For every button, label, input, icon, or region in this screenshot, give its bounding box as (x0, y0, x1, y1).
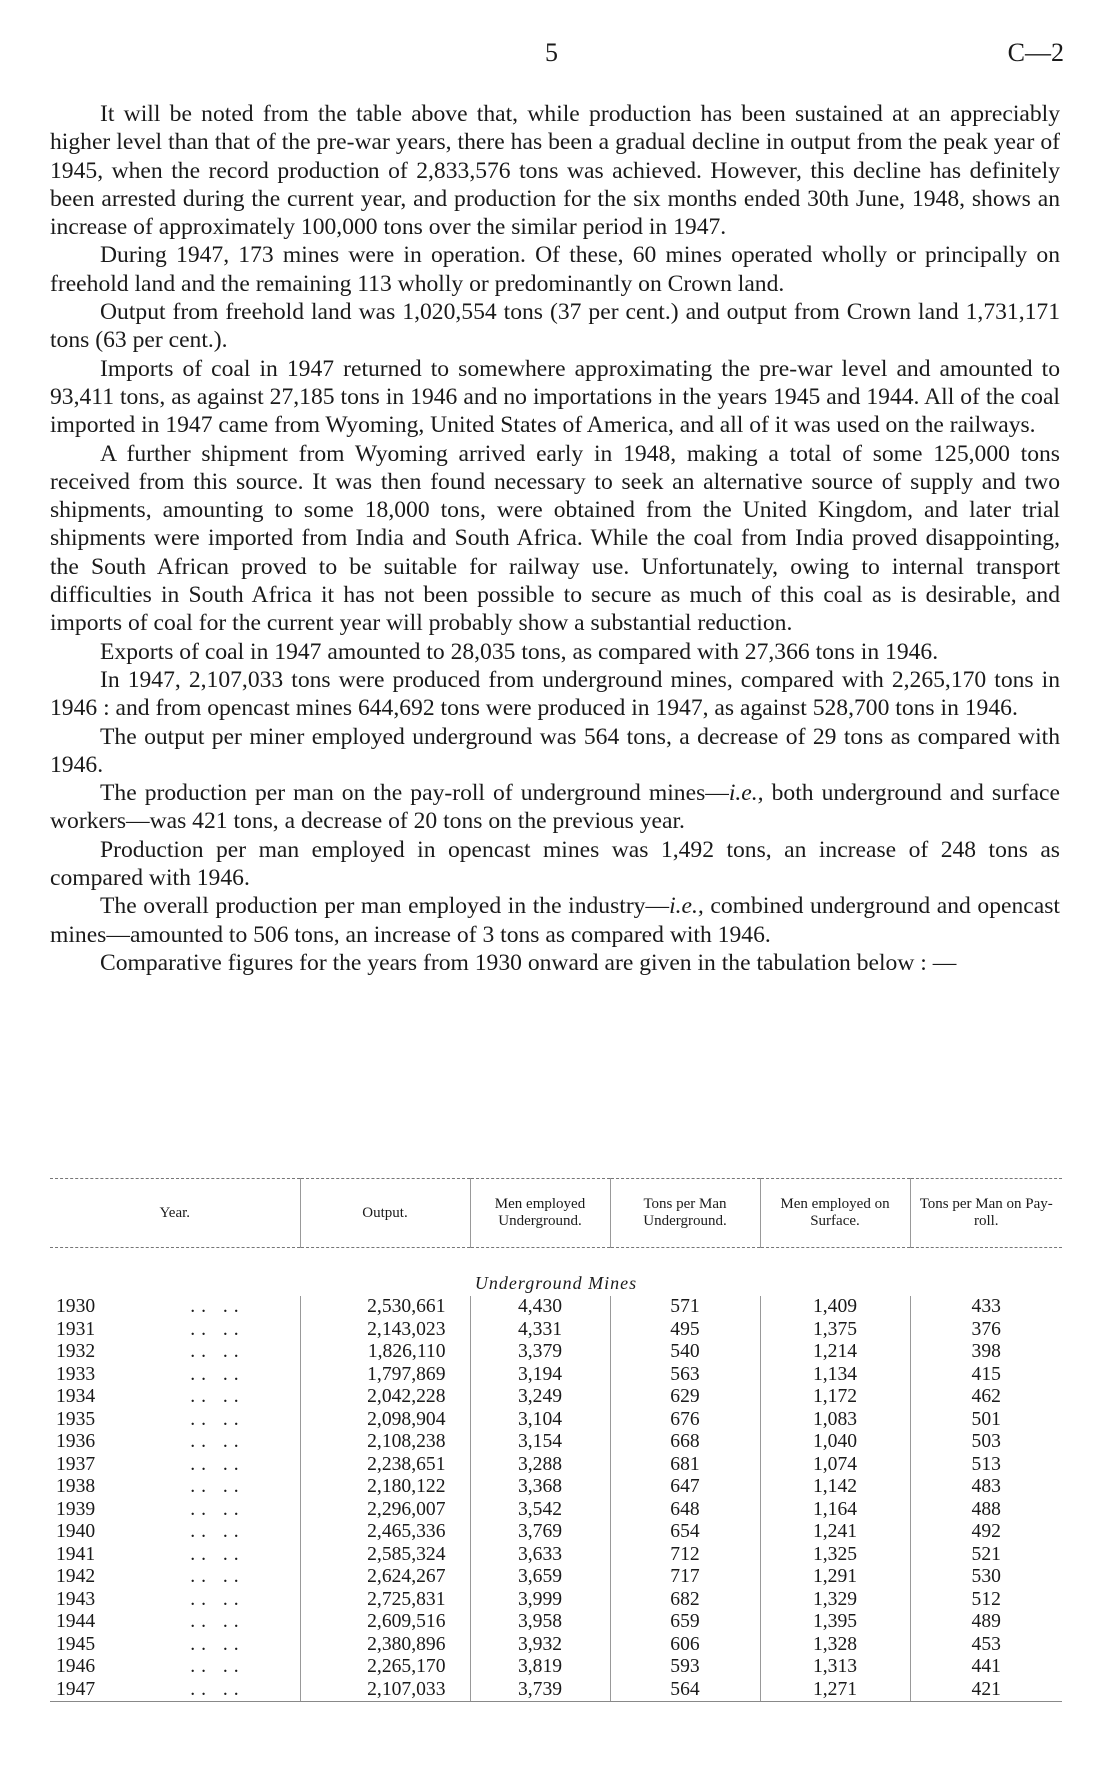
cell-tons-per-man-payroll: 513 (910, 1454, 1062, 1477)
cell-year (50, 1679, 300, 1702)
leader-dots: .. .. (190, 1363, 245, 1385)
paragraph-freehold-crown-output: Output from freehold land was 1,020,554 tons (37 per cent.) and output from Crown land 1,731,171 tons (63 per cent.). (50, 299, 1060, 354)
cell-men-underground: 4,430 (470, 1296, 610, 1319)
year-value: 1943 (56, 1588, 96, 1610)
cell-men-underground: 3,249 (470, 1386, 610, 1409)
cell-tons-per-man-payroll: 462 (910, 1386, 1062, 1409)
cell-output: 2,238,651 (300, 1454, 470, 1477)
table-row (50, 1521, 1062, 1544)
cell-men-underground: 3,659 (470, 1566, 610, 1589)
paragraph-wyoming-shipment: A further shipment from Wyoming arrived early in 1948, making a total of some 125,000 tons received from this source. It was then found necessary to seek an alternative source of supply and two shipments, amounting to some 18,000 tons, were obtained from the United Kingdom, and later trial shipments were imported from India and South Africa. While the coal from India proved disappointing, the South African proved to be suitable for railway use. Unfortunately, owing to internal transport difficulties in South Africa it has not been possible to secure as much of this coal as is desirable, and imports of coal for the current year will probably show a substantial reduction. (50, 440, 1060, 637)
year-value: 1944 (56, 1611, 96, 1632)
paragraph-underground-opencast: In 1947, 2,107,033 tons were produced from underground mines, compared with 2,265,170 tons in 1946 : and from opencast mines 644,692 tons were produced in 1947, as against 528,700 tons in 1946. (50, 666, 1060, 722)
cell-year (50, 1386, 300, 1409)
cell-output: 1,826,110 (300, 1341, 470, 1364)
leader-dots: .. .. (190, 1543, 245, 1565)
table-row (50, 1319, 1062, 1342)
cell-year (50, 1431, 300, 1454)
table-row (50, 1656, 1062, 1679)
cell-men-underground: 3,104 (470, 1409, 610, 1432)
cell-tons-per-man-payroll: 421 (910, 1679, 1062, 1702)
cell-men-underground: 3,379 (470, 1341, 610, 1364)
cell-tons-per-man-payroll: 501 (910, 1409, 1062, 1432)
table-row (50, 1611, 1062, 1634)
cell-year (50, 1521, 300, 1544)
header-men-surface: Men employed on Surface. (760, 1179, 910, 1248)
text-segment: combined underground and opencast mines—amounted to 506 tons, an increase of 3 tons as compared with 1946. (50, 893, 1060, 948)
cell-men-surface: 1,328 (760, 1634, 910, 1657)
page-reference: C—2 (1007, 38, 1064, 67)
cell-men-surface: 1,142 (760, 1476, 910, 1499)
cell-output: 2,143,023 (300, 1319, 470, 1342)
cell-men-surface: 1,325 (760, 1544, 910, 1567)
cell-tons-per-man-payroll: 483 (910, 1476, 1062, 1499)
cell-men-surface: 1,329 (760, 1589, 910, 1612)
cell-tons-per-man-payroll: 441 (910, 1656, 1062, 1679)
cell-men-underground: 3,932 (470, 1634, 610, 1657)
cell-output: 1,797,869 (300, 1364, 470, 1387)
cell-tons-per-man-underground: 648 (610, 1499, 760, 1522)
year-value: 1946 (56, 1656, 96, 1677)
table-row (50, 1409, 1062, 1432)
cell-output: 2,107,033 (300, 1679, 470, 1702)
comparative-figures-table (50, 1178, 1062, 1702)
cell-output: 2,098,904 (300, 1409, 470, 1432)
cell-tons-per-man-payroll: 489 (910, 1611, 1062, 1634)
paragraph-production-per-man-payroll (50, 779, 1060, 836)
table-header-row (50, 1179, 1062, 1248)
cell-tons-per-man-underground: 593 (610, 1656, 760, 1679)
leader-dots: .. .. (190, 1678, 245, 1700)
leader-dots: .. .. (190, 1656, 245, 1677)
cell-tons-per-man-payroll: 521 (910, 1544, 1062, 1567)
table-row (50, 1476, 1062, 1499)
cell-output: 2,585,324 (300, 1544, 470, 1567)
cell-men-underground: 3,958 (470, 1611, 610, 1634)
section-row (50, 1248, 1062, 1297)
cell-men-underground: 3,769 (470, 1521, 610, 1544)
table-row (50, 1499, 1062, 1522)
cell-year (50, 1566, 300, 1589)
cell-year (50, 1499, 300, 1522)
cell-output: 2,609,516 (300, 1611, 470, 1634)
cell-tons-per-man-payroll: 433 (910, 1296, 1062, 1319)
cell-output: 2,180,122 (300, 1476, 470, 1499)
year-value: 1933 (56, 1363, 96, 1385)
table-row (50, 1386, 1062, 1409)
cell-year (50, 1634, 300, 1657)
year-value: 1947 (56, 1678, 96, 1700)
cell-tons-per-man-underground: 681 (610, 1454, 760, 1477)
year-value: 1935 (56, 1408, 96, 1430)
cell-tons-per-man-underground: 629 (610, 1386, 760, 1409)
year-value: 1940 (56, 1521, 96, 1542)
cell-tons-per-man-payroll: 492 (910, 1521, 1062, 1544)
cell-tons-per-man-payroll: 376 (910, 1319, 1062, 1342)
cell-tons-per-man-underground: 682 (610, 1589, 760, 1612)
cell-tons-per-man-payroll: 530 (910, 1566, 1062, 1589)
year-value: 1931 (56, 1318, 96, 1340)
cell-year (50, 1296, 300, 1319)
cell-men-surface: 1,040 (760, 1431, 910, 1454)
cell-year (50, 1364, 300, 1387)
cell-men-surface: 1,375 (760, 1319, 910, 1342)
header-tons-per-man-underground: Tons per Man Underground. (610, 1179, 760, 1248)
cell-tons-per-man-underground: 659 (610, 1611, 760, 1634)
cell-tons-per-man-payroll: 398 (910, 1341, 1062, 1364)
year-value: 1937 (56, 1453, 96, 1475)
paragraph-output-trend: It will be noted from the table above that, while production has been sustained at an appreciably higher level than that of the pre-war years, there has been a gradual decline in output from the peak year of 1945, when the record production of 2,833,576 tons was achieved. However, this decline has definitely been arrested during the current year, and production for the six months ended 30th June, 1948, shows an increase of approximately 100,000 tons over the similar period in 1947. (50, 101, 1060, 241)
cell-year (50, 1341, 300, 1364)
cell-output: 2,265,170 (300, 1656, 470, 1679)
table-row (50, 1589, 1062, 1612)
cell-tons-per-man-underground: 540 (610, 1341, 760, 1364)
cell-men-surface: 1,172 (760, 1386, 910, 1409)
cell-men-underground: 3,739 (470, 1679, 610, 1702)
table-row (50, 1454, 1062, 1477)
paragraph-imports-1947: Imports of coal in 1947 returned to somewhere approximating the pre-war level and amounted to 93,411 tons, as against 27,185 tons in 1946 and no importations in the years 1945 and 1944. All of the coal imported in 1947 came from Wyoming, United States of America, and all of it was used on the railways. (50, 355, 1060, 439)
cell-men-underground: 3,368 (470, 1476, 610, 1499)
cell-year (50, 1409, 300, 1432)
cell-output: 2,624,267 (300, 1566, 470, 1589)
leader-dots: .. .. (190, 1476, 245, 1497)
leader-dots: .. .. (190, 1611, 245, 1632)
table-row (50, 1431, 1062, 1454)
cell-tons-per-man-underground: 712 (610, 1544, 760, 1567)
cell-output: 2,725,831 (300, 1589, 470, 1612)
leader-dots: .. .. (190, 1341, 245, 1362)
cell-men-surface: 1,395 (760, 1611, 910, 1634)
cell-tons-per-man-underground: 564 (610, 1679, 760, 1702)
year-value: 1945 (56, 1633, 96, 1655)
cell-tons-per-man-underground: 717 (610, 1566, 760, 1589)
cell-men-underground: 3,819 (470, 1656, 610, 1679)
leader-dots: .. .. (190, 1408, 245, 1430)
table-row (50, 1296, 1062, 1319)
text-segment: The production per man on the pay-roll of underground mines— (100, 780, 729, 807)
year-value: 1934 (56, 1386, 96, 1407)
leader-dots: .. .. (190, 1431, 245, 1452)
italic-ie: i.e., (669, 893, 704, 920)
cell-men-underground: 3,154 (470, 1431, 610, 1454)
cell-year (50, 1611, 300, 1634)
cell-men-surface: 1,313 (760, 1656, 910, 1679)
cell-year (50, 1454, 300, 1477)
cell-men-underground: 3,542 (470, 1499, 610, 1522)
leader-dots: .. .. (190, 1386, 245, 1407)
leader-dots: .. .. (190, 1296, 245, 1317)
cell-men-underground: 3,288 (470, 1454, 610, 1477)
cell-output: 2,042,228 (300, 1386, 470, 1409)
cell-tons-per-man-payroll: 415 (910, 1364, 1062, 1387)
text-segment: both underground and surface workers—was 421 tons, a decrease of 20 tons on the previous year. (50, 780, 1060, 835)
table-row (50, 1679, 1062, 1702)
cell-men-surface: 1,409 (760, 1296, 910, 1319)
comparative-figures-table-wrap (50, 1178, 1062, 1702)
leader-dots: .. .. (190, 1521, 245, 1542)
cell-output: 2,296,007 (300, 1499, 470, 1522)
text-segment: The overall production per man employed in the industry— (100, 893, 670, 920)
leader-dots: .. .. (190, 1588, 245, 1610)
leader-dots: .. .. (190, 1453, 245, 1475)
cell-year (50, 1656, 300, 1679)
cell-tons-per-man-payroll: 453 (910, 1634, 1062, 1657)
year-value: 1938 (56, 1476, 96, 1497)
page-number: 5 (545, 38, 558, 67)
header-output: Output. (300, 1179, 470, 1248)
cell-men-surface: 1,074 (760, 1454, 910, 1477)
leader-dots: .. .. (190, 1566, 245, 1587)
cell-year (50, 1476, 300, 1499)
cell-year (50, 1544, 300, 1567)
table-row (50, 1566, 1062, 1589)
cell-tons-per-man-underground: 571 (610, 1296, 760, 1319)
cell-men-surface: 1,291 (760, 1566, 910, 1589)
header-tons-per-man-payroll: Tons per Man on Pay-roll. (910, 1179, 1062, 1248)
paragraph-table-intro: Comparative figures for the years from 1930 onward are given in the tabulation below : — (100, 949, 957, 976)
year-value: 1942 (56, 1566, 96, 1587)
year-value: 1941 (56, 1543, 96, 1565)
cell-tons-per-man-payroll: 488 (910, 1499, 1062, 1522)
leader-dots: .. .. (190, 1318, 245, 1340)
body-text (50, 100, 1060, 977)
cell-tons-per-man-underground: 654 (610, 1521, 760, 1544)
paragraph-mines-in-operation: During 1947, 173 mines were in operation. Of these, 60 mines operated wholly or principally on freehold land and the remaining 113 wholly or predominantly on Crown land. (50, 242, 1060, 297)
cell-output: 2,380,896 (300, 1634, 470, 1657)
cell-tons-per-man-underground: 676 (610, 1409, 760, 1432)
cell-men-underground: 3,633 (470, 1544, 610, 1567)
table-row (50, 1634, 1062, 1657)
leader-dots: .. .. (190, 1498, 245, 1520)
paragraph-overall-production (50, 892, 1060, 949)
leader-dots: .. .. (190, 1633, 245, 1655)
year-value: 1939 (56, 1498, 96, 1520)
year-value: 1930 (56, 1296, 96, 1317)
header-men-underground: Men employed Underground. (470, 1179, 610, 1248)
table-row (50, 1364, 1062, 1387)
header-year: Year. (50, 1179, 300, 1248)
year-value: 1936 (56, 1431, 96, 1452)
cell-men-underground: 3,194 (470, 1364, 610, 1387)
cell-tons-per-man-underground: 647 (610, 1476, 760, 1499)
cell-tons-per-man-underground: 563 (610, 1364, 760, 1387)
cell-men-underground: 4,331 (470, 1319, 610, 1342)
paragraph-exports: Exports of coal in 1947 amounted to 28,035 tons, as compared with 27,366 tons in 1946. (100, 638, 939, 665)
table-row (50, 1544, 1062, 1567)
cell-men-surface: 1,083 (760, 1409, 910, 1432)
paragraph-opencast-production: Production per man employed in opencast mines was 1,492 tons, an increase of 248 tons as compared with 1946. (50, 836, 1060, 892)
cell-men-surface: 1,164 (760, 1499, 910, 1522)
cell-tons-per-man-payroll: 503 (910, 1431, 1062, 1454)
year-value: 1932 (56, 1341, 96, 1362)
cell-year (50, 1589, 300, 1612)
cell-men-surface: 1,271 (760, 1679, 910, 1702)
cell-output: 2,108,238 (300, 1431, 470, 1454)
cell-tons-per-man-underground: 668 (610, 1431, 760, 1454)
cell-men-surface: 1,134 (760, 1364, 910, 1387)
table-row (50, 1341, 1062, 1364)
cell-tons-per-man-underground: 606 (610, 1634, 760, 1657)
cell-men-surface: 1,214 (760, 1341, 910, 1364)
cell-output: 2,530,661 (300, 1296, 470, 1319)
cell-tons-per-man-underground: 495 (610, 1319, 760, 1342)
cell-output: 2,465,336 (300, 1521, 470, 1544)
italic-ie: i.e., (728, 780, 764, 807)
cell-men-underground: 3,999 (470, 1589, 610, 1612)
cell-year (50, 1319, 300, 1342)
cell-men-surface: 1,241 (760, 1521, 910, 1544)
section-title: Underground Mines (474, 1272, 638, 1293)
paragraph-output-per-miner: The output per miner employed underground was 564 tons, a decrease of 29 tons as compared with 1946. (50, 723, 1060, 778)
cell-tons-per-man-payroll: 512 (910, 1589, 1062, 1612)
